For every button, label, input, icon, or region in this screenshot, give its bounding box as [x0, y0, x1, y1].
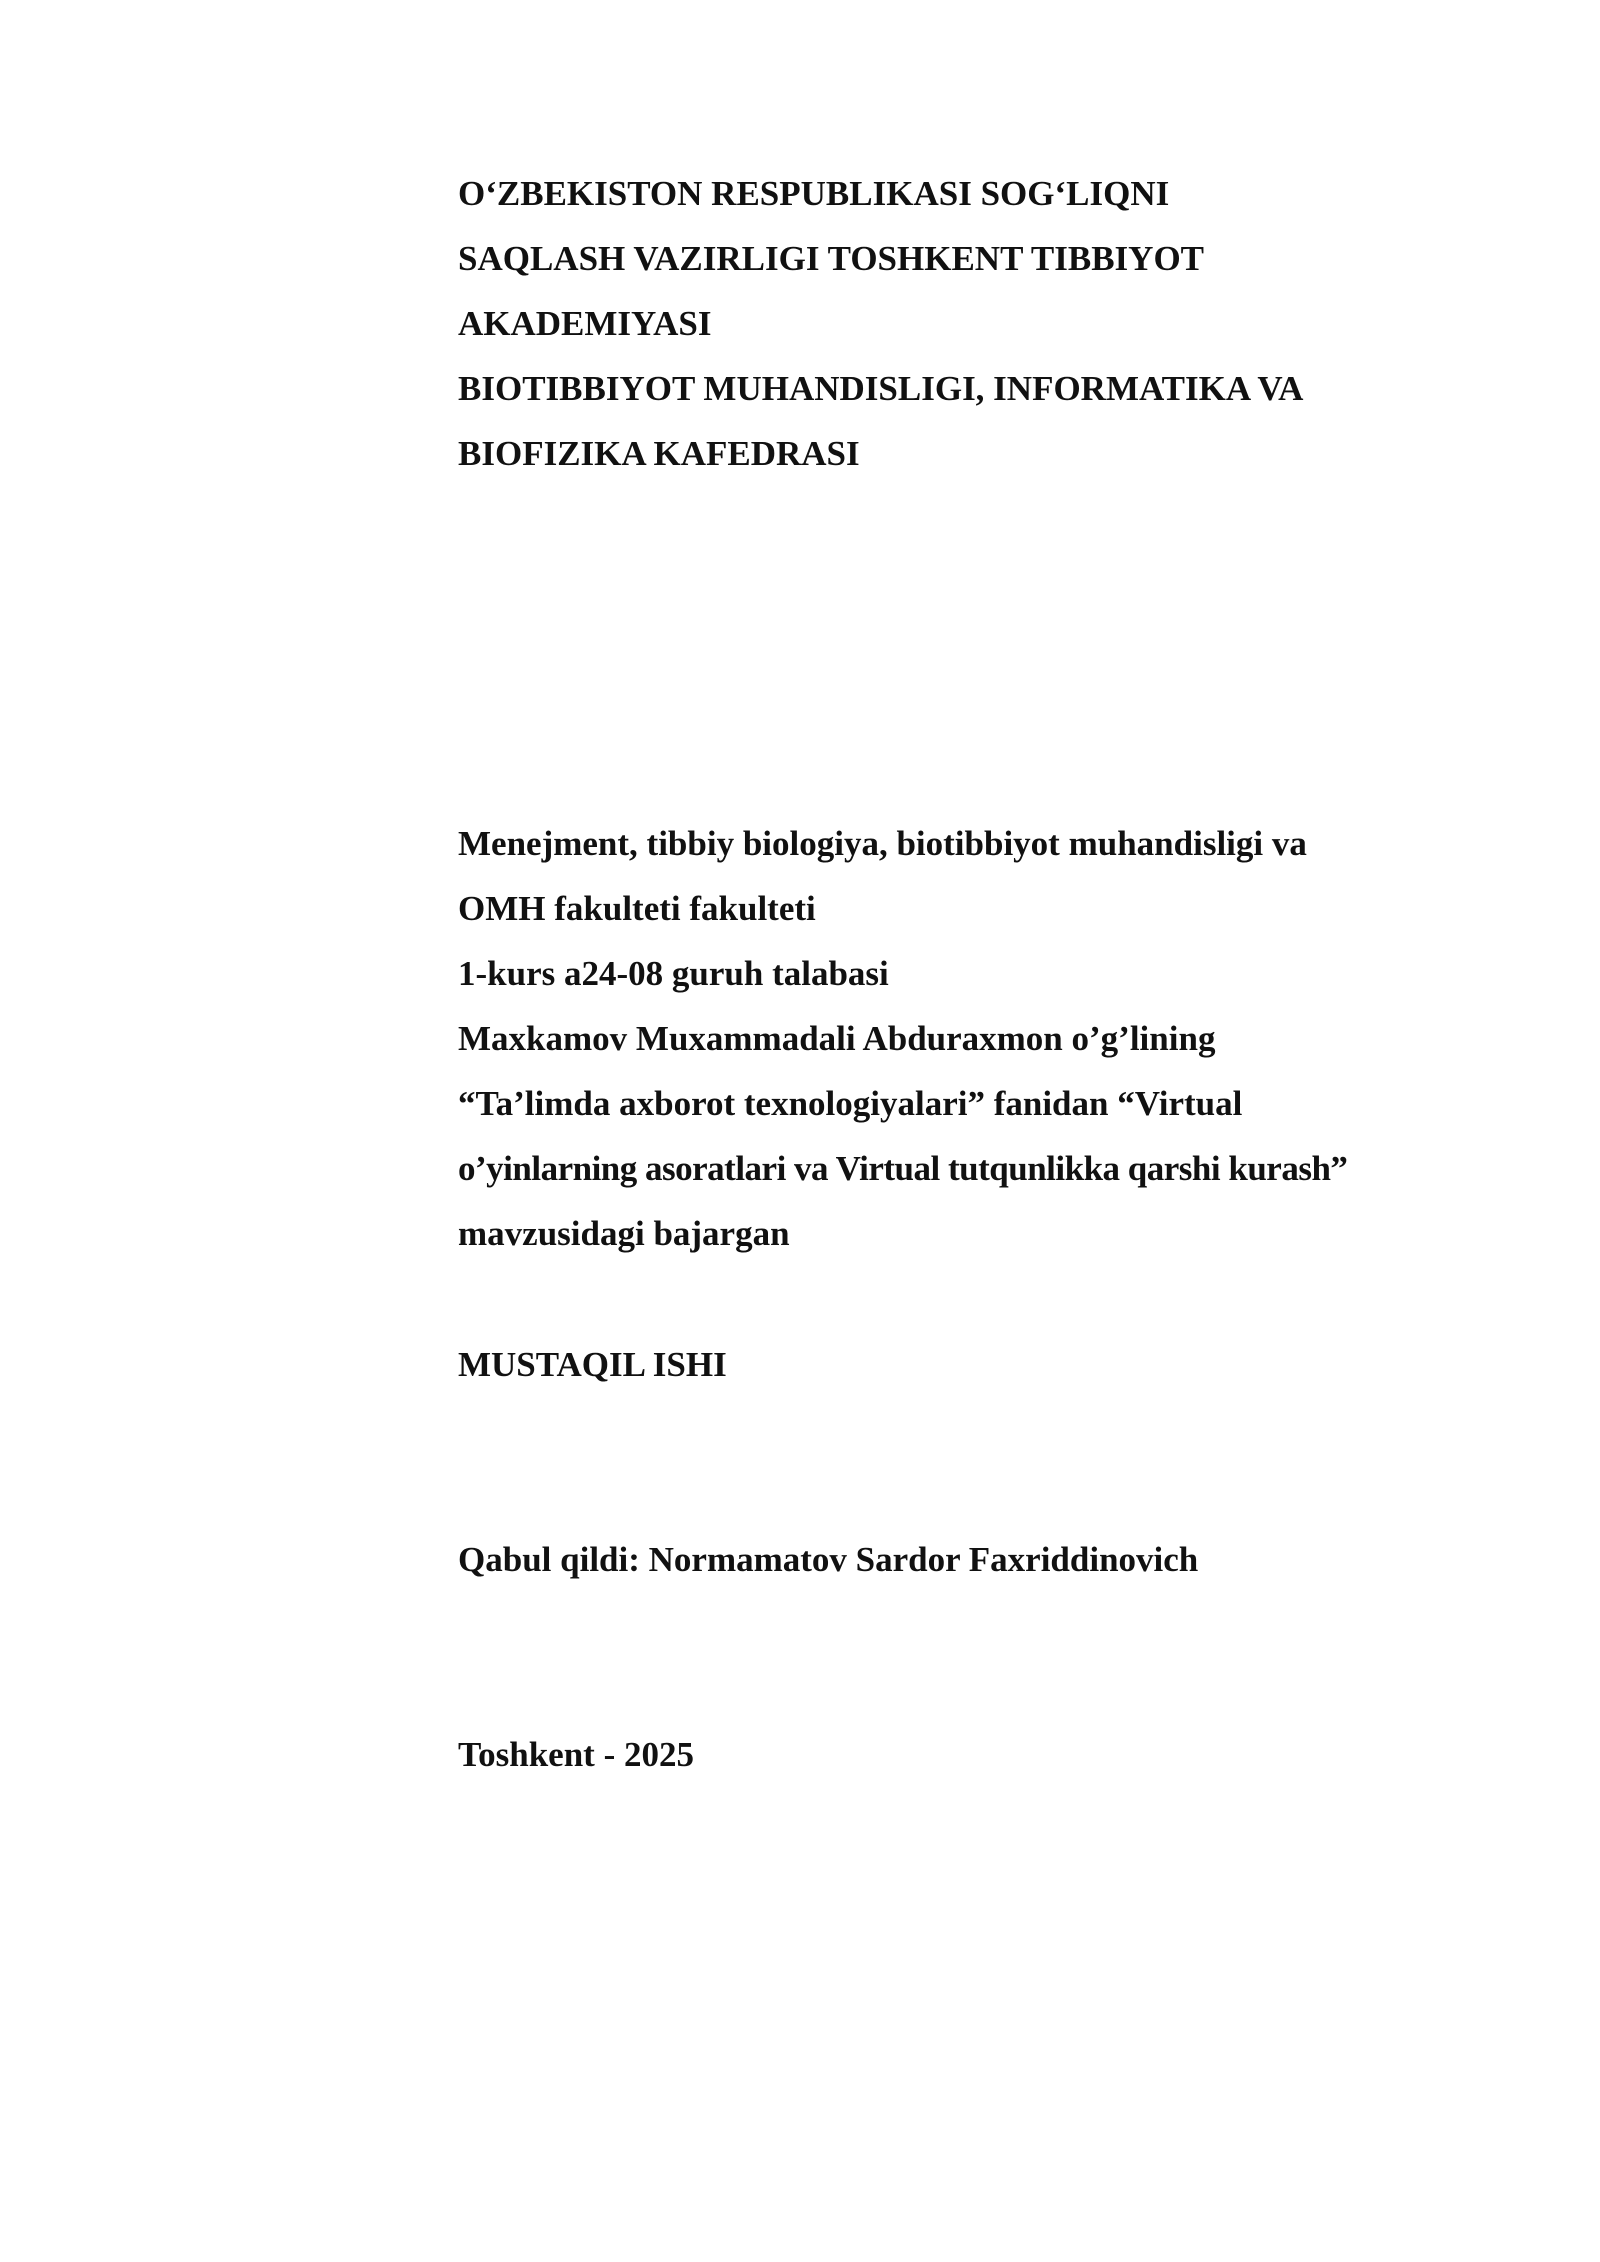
student-line: 1-kurs a24-08 guruh talabasi [458, 954, 889, 993]
city-year [458, 1722, 1498, 1787]
receiver-text: Qabul qildi: Normamatov Sardor Faxriddinovich [458, 1540, 1199, 1579]
student-line: Menejment, tibbiy biologiya, biotibbiyot muhandisligi va [458, 824, 1307, 863]
student-line: mavzusidagi bajargan [458, 1214, 790, 1253]
header-line: BIOFIZIKA KAFEDRASI [458, 434, 860, 473]
work-title-text: MUSTAQIL ISHI [458, 1345, 727, 1384]
student-info [458, 811, 1498, 1266]
work-title [458, 1332, 1498, 1397]
header-line: O‘ZBEKISTON RESPUBLIKASI SOG‘LIQNI [458, 174, 1170, 213]
student-line: OMH fakulteti fakulteti [458, 889, 816, 928]
student-line: “Ta’limda axborot texnologiyalari” fanidan “Virtual [458, 1084, 1243, 1123]
city-year-text: Toshkent - 2025 [458, 1735, 694, 1774]
student-line: Maxkamov Muxammadali Abduraxmon o’g’lining [458, 1019, 1216, 1058]
header-line: AKADEMIYASI [458, 304, 712, 343]
student-line: o’yinlarning asoratlari va Virtual tutqunlikka qarshi kurash” [458, 1149, 1348, 1188]
header-line: BIOTIBBIYOT MUHANDISLIGI, INFORMATIKA VA [458, 369, 1304, 408]
receiver-info [458, 1527, 1498, 1592]
header-line: SAQLASH VAZIRLIGI TOSHKENT TIBBIYOT [458, 239, 1205, 278]
institution-header [458, 161, 1498, 486]
